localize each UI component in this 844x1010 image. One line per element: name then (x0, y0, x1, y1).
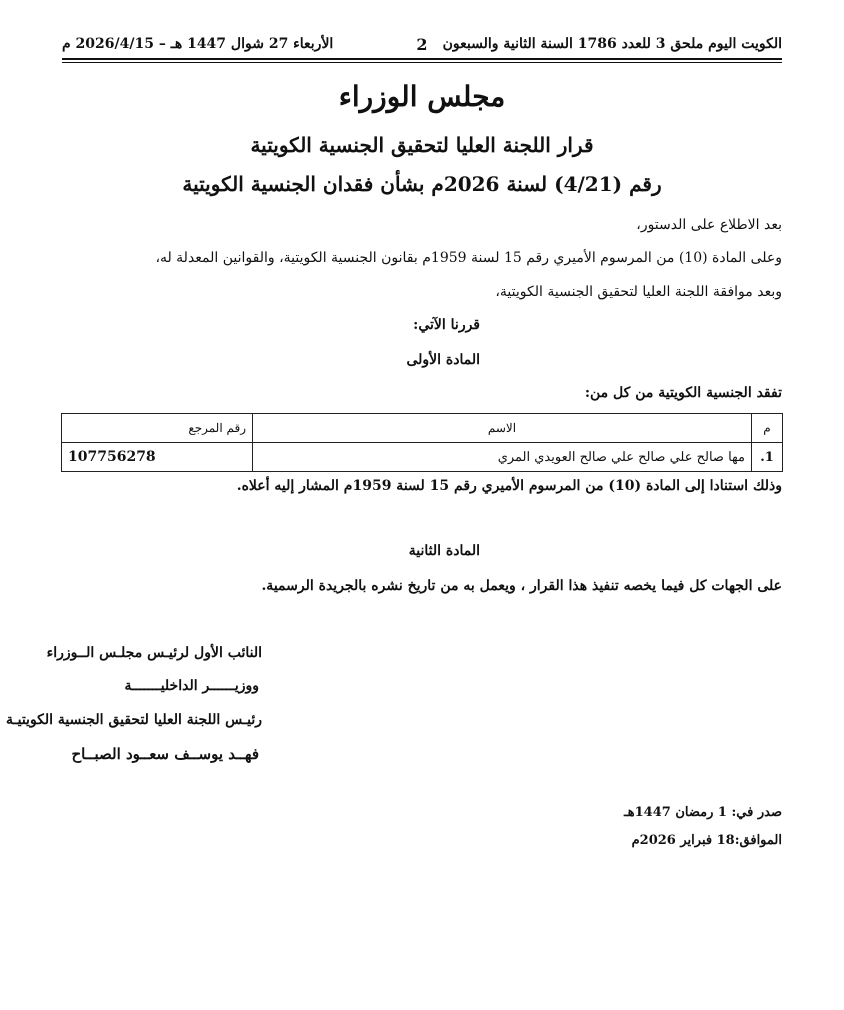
decision-number: رقم (4/21) لسنة 2026م بشأن فقدان الجنسية الكويتية (182, 172, 662, 196)
persons-table (61, 413, 783, 472)
page-header (62, 30, 782, 58)
row-index: 1. (752, 443, 783, 472)
row-name: مها صالح علي صالح علي صالح العويدي المري (253, 443, 752, 472)
issue-date: الأربعاء 27 شوال 1447 هـ – 2026/4/15 م (62, 36, 334, 52)
issued-gregorian-date: الموافق:18 فبراير 2026م (631, 833, 782, 848)
row-reference: 107756278 (62, 443, 253, 472)
preamble-line: وعلى المادة (10) من المرسوم الأميري رقم 15 لسنة 1959م بقانون الجنسية الكويتية، والقوانين المعدلة له، (155, 250, 782, 266)
signature-line: ووزيــــــر الداخليـــــــة (124, 678, 259, 694)
article-1-footnote: وذلك استنادا إلى المادة (10) من المرسوم الأميري رقم 15 لسنة 1959م المشار إليه أعلاه. (236, 478, 782, 494)
table-row (62, 443, 783, 472)
header-reference: رقم المرجع (62, 414, 253, 443)
header-name: الاسم (253, 414, 752, 443)
header-rule-thick (62, 58, 782, 60)
issued-hijri-date: صدر في: 1 رمضان 1447هـ (623, 805, 782, 820)
preamble-line: بعد الاطلاع على الدستور، (636, 217, 782, 233)
article-1-heading: المادة الأولى (406, 352, 480, 368)
article-2-heading: المادة الثانية (408, 543, 480, 559)
page-number: 2 (416, 34, 428, 54)
publication-info: الكويت اليوم ملحق 3 للعدد 1786 السنة الثانية والسبعون (442, 36, 782, 52)
decision-subtitle: قرار اللجنة العليا لتحقيق الجنسية الكويتية (250, 133, 594, 157)
signatory-name: فهــد يوســف سعــود الصبــاح (71, 745, 259, 763)
article-2-text: على الجهات كل فيما يخصه تنفيذ هذا القرار ، ويعمل به من تاريخ نشره بالجريدة الرسمية. (261, 578, 782, 594)
page-title: مجلس الوزراء (338, 80, 506, 113)
table-header-row (62, 414, 783, 443)
preamble-line: وبعد موافقة اللجنة العليا لتحقيق الجنسية الكويتية، (495, 284, 782, 300)
header-rule-thin (62, 62, 782, 63)
signature-line: النائب الأول لرئيـس مجلـس الــوزراء (46, 645, 262, 661)
article-1-intro: تفقد الجنسية الكويتية من كل من: (584, 385, 782, 401)
resolved-heading: قررنا الآتي: (413, 317, 480, 333)
header-index: م (752, 414, 783, 443)
signature-line: رئيـس اللجنة العليا لتحقيق الجنسية الكويتيـة (5, 712, 262, 728)
